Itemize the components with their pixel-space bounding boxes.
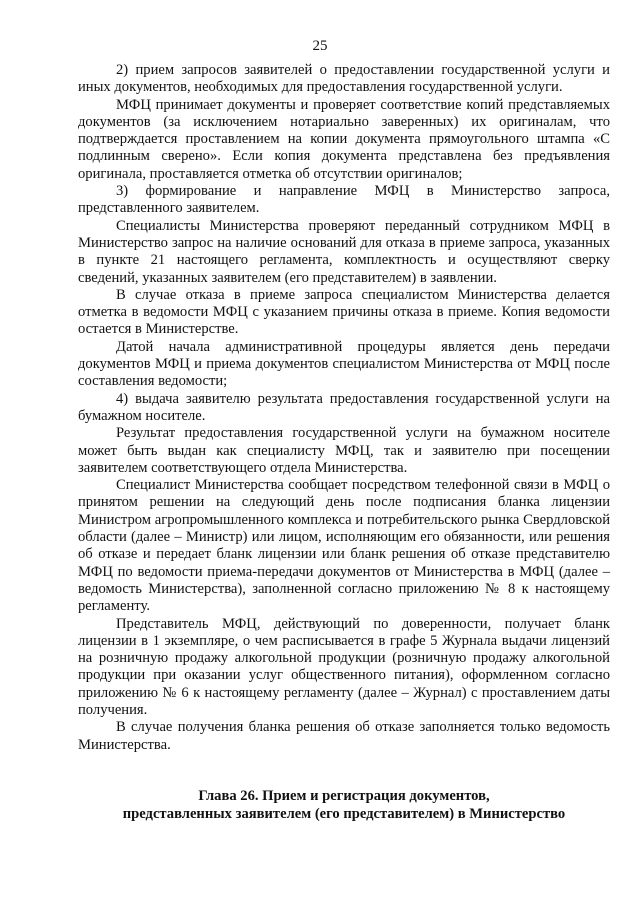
chapter-heading <box>78 788 610 823</box>
paragraph-specialist-informs: Специалист Министерства сообщает посредством телефонной связи в МФЦ о принятом решении на следующий день после подписания бланка лицензии Министром агропромышленного комплекса и потребительского рынка Свердловской области (далее – Министр) или лицом, исполняющим его обязанности, или решения об отказе и передает бланк лицензии или бланк решения об отказе представителю МФЦ по ведомости приема-передачи документов от Министерства в МФЦ (далее – ведомость Министерства), заполненной согласно приложению № 8 к настоящему регламенту. <box>78 477 610 615</box>
paragraph-mfc-accepts: МФЦ принимает документы и проверяет соответствие копий представляемых документов (за исключением нотариально заверенных) их оригиналам, что подтверждается проставлением на копии документа прямоугольного штампа «С подлинным сверено». Если копия документа представлена без предъявления оригинала, проставляется отметка об отсутствии оригиналов; <box>78 96 610 182</box>
paragraph-result-issued: Результат предоставления государственной услуги на бумажном носителе может быть выдан как специалисту МФЦ, так и заявителю при посещении заявителем соответствующего отдела Министерства. <box>78 425 610 476</box>
paragraph-start-date: Датой начала административной процедуры является день передачи документов МФЦ и приема документов специалистом Министерства от МФЦ после составления ведомости; <box>78 338 610 390</box>
paragraph-item-4: 4) выдача заявителю результата предоставления государственной услуги на бумажном носителе. <box>78 390 610 424</box>
paragraph-specialists-check: Специалисты Министерства проверяют переданный сотрудником МФЦ в Министерство запрос на наличие оснований для отказа в приеме запроса, указанных в пункте 21 настоящего регламента, комплектность и осуществляют сверку сведений, указанных заявителем (его представителем) в заявлении. <box>78 217 610 286</box>
page-number: 25 <box>312 38 328 54</box>
paragraph-refusal: В случае отказа в приеме запроса специалистом Министерства делается отметка в ведомости МФЦ с указанием причины отказа в приеме. Копия ведомости остается в Министерстве. <box>78 286 610 338</box>
document-body <box>78 62 610 754</box>
chapter-heading-line-1: Глава 26. Прием и регистрация документов, <box>198 788 490 804</box>
paragraph-item-3: 3) формирование и направление МФЦ в Министерство запроса, представленного заявителем. <box>78 183 610 217</box>
chapter-heading-line-2: представленных заявителем (его представителем) в Министерство <box>122 805 566 822</box>
paragraph-item-2: 2) прием запросов заявителей о предоставлении государственной услуги и иных документов, необходимых для предоставления государственной услуги. <box>78 62 610 96</box>
paragraph-refusal-decision: В случае получения бланка решения об отказе заполняется только ведомость Министерства. <box>78 719 610 753</box>
paragraph-representative-receives: Представитель МФЦ, действующий по доверенности, получает бланк лицензии в 1 экземпляре, о чем расписывается в графе 5 Журнала выдачи лицензий на розничную продажу алкогольной продукции (розничную продажу алкогольной продукции при оказании услуг общественного питания), оформленном согласно приложению № 6 к настоящему регламенту (далее – Журнал) с проставлением даты получения. <box>78 615 610 718</box>
